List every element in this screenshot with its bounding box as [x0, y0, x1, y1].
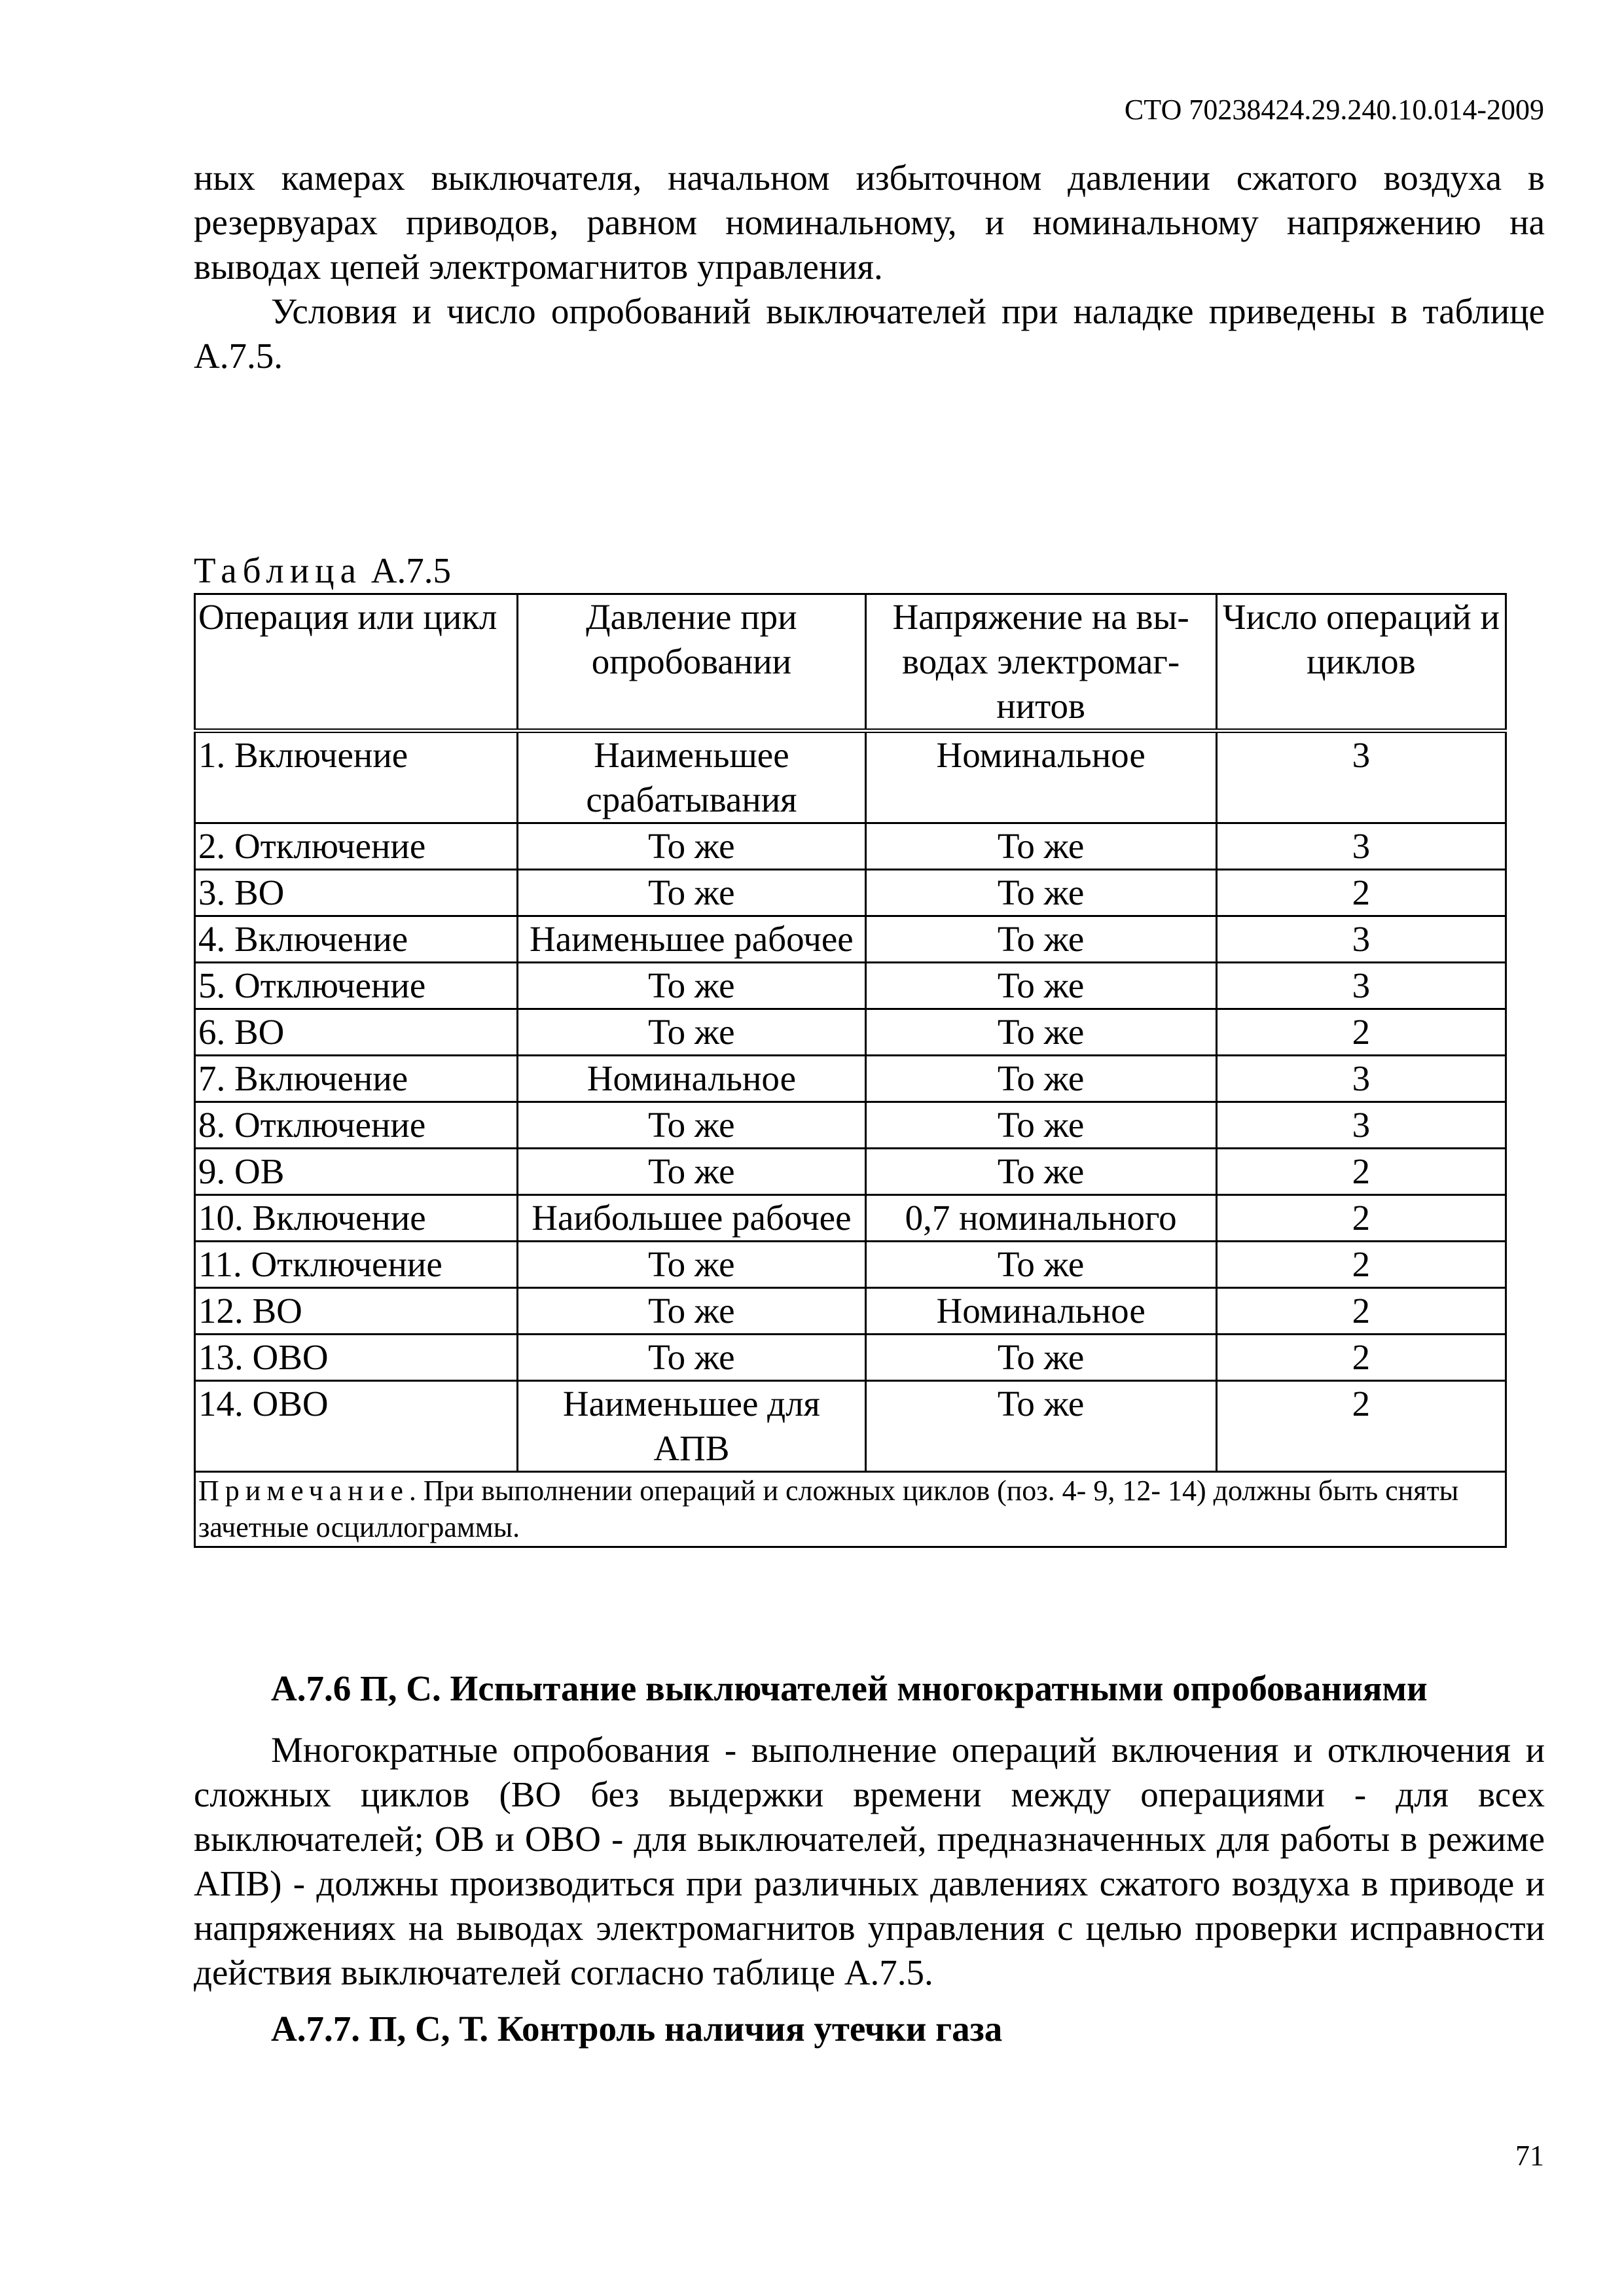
table-cell-pressure: Наименьшее срабатывания	[518, 731, 865, 823]
table-cell-operation: 6. ВО	[195, 1009, 518, 1056]
column-header-operation: Операция или цикл	[195, 594, 518, 731]
table-cell-pressure: Наименьшее для АПВ	[518, 1381, 865, 1472]
table-cell-pressure: То же	[518, 1149, 865, 1195]
table-note	[195, 1472, 1506, 1547]
table-cell-operation: 12. ВО	[195, 1288, 518, 1335]
table-row	[195, 1102, 1506, 1149]
intro-conditions-paragraph: Условия и число опробований выключателей при наладке приведены в таблице А.7.5.	[194, 291, 1545, 376]
table-cell-operation: 10. Включение	[195, 1195, 518, 1242]
column-header-voltage: Напряжение на выводах электромагнитов	[865, 594, 1216, 731]
table-row	[195, 963, 1506, 1009]
table-cell-operation: 7. Включение	[195, 1056, 518, 1102]
table-cell-count: 2	[1216, 1381, 1506, 1472]
document-code: СТО 70238424.29.240.10.014-2009	[1124, 94, 1544, 126]
table-cell-count: 2	[1216, 1335, 1506, 1381]
table-cell-voltage: То же	[865, 870, 1216, 916]
table-row	[195, 1009, 1506, 1056]
table-cell-count: 2	[1216, 1195, 1506, 1242]
table-cell-voltage: Номинальное	[865, 1288, 1216, 1335]
table-cell-operation: 11. Отключение	[195, 1242, 518, 1288]
table-cell-count: 3	[1216, 731, 1506, 823]
table-cell-voltage: То же	[865, 823, 1216, 870]
table-cell-voltage: То же	[865, 1335, 1216, 1381]
section-heading-a76: А.7.6 П, С. Испытание выключателей многократными опробованиями	[271, 1668, 1428, 1708]
table-caption	[194, 550, 451, 591]
table-cell-count: 3	[1216, 1102, 1506, 1149]
column-header-count: Число операций и циклов	[1216, 594, 1506, 731]
table-cell-operation: 3. ВО	[195, 870, 518, 916]
intro-text	[194, 156, 1545, 378]
table-cell-count: 2	[1216, 1288, 1506, 1335]
table-row	[195, 1335, 1506, 1381]
table-cell-operation: 14. ОВО	[195, 1381, 518, 1472]
table-cell-pressure: То же	[518, 1102, 865, 1149]
table-cell-operation: 1. Включение	[195, 731, 518, 823]
table-row	[195, 1149, 1506, 1195]
table-row	[195, 870, 1506, 916]
table-cell-count: 3	[1216, 823, 1506, 870]
table-cell-operation: 4. Включение	[195, 916, 518, 963]
table-note-row	[195, 1472, 1506, 1547]
table-cell-pressure: Наименьшее рабочее	[518, 916, 865, 963]
table-cell-pressure: Наибольшее рабочее	[518, 1195, 865, 1242]
table-cell-count: 2	[1216, 870, 1506, 916]
table-cell-voltage: То же	[865, 1102, 1216, 1149]
table-cell-pressure: То же	[518, 1242, 865, 1288]
table-caption-number: А.7.5	[370, 550, 451, 590]
table-cell-operation: 2. Отключение	[195, 823, 518, 870]
operations-table	[194, 593, 1507, 1548]
table-note-text: . При выполнении операций и сложных циклов (поз. 4- 9, 12- 14) должны быть сняты зачетные осциллограммы.	[198, 1475, 1459, 1543]
table-cell-voltage: То же	[865, 1381, 1216, 1472]
table-cell-voltage: 0,7 номинального	[865, 1195, 1216, 1242]
table-row	[195, 916, 1506, 963]
table-cell-count: 3	[1216, 1056, 1506, 1102]
table-note-label: Примечание	[198, 1475, 409, 1507]
table-cell-pressure: То же	[518, 823, 865, 870]
intro-continuation-paragraph: ных камерах выключателя, начальном избыточном давлении сжатого воздуха в резервуарах приводов, равном номинальному, и номинальному напряжению на выводах цепей электромагнитов управления.	[194, 158, 1545, 287]
table-cell-operation: 13. ОВО	[195, 1335, 518, 1381]
table-cell-operation: 5. Отключение	[195, 963, 518, 1009]
table-cell-pressure: То же	[518, 870, 865, 916]
table-header-row	[195, 594, 1506, 731]
section-a76-text	[194, 1728, 1545, 1995]
table-cell-voltage: То же	[865, 916, 1216, 963]
table-cell-count: 2	[1216, 1242, 1506, 1288]
table-cell-count: 2	[1216, 1009, 1506, 1056]
table-cell-voltage: То же	[865, 963, 1216, 1009]
table-row	[195, 1288, 1506, 1335]
table-cell-pressure: То же	[518, 963, 865, 1009]
table-cell-voltage: Номинальное	[865, 731, 1216, 823]
table-cell-operation: 9. ОВ	[195, 1149, 518, 1195]
page-number: 71	[1515, 2140, 1544, 2172]
table-cell-voltage: То же	[865, 1056, 1216, 1102]
table-row	[195, 1242, 1506, 1288]
section-a76-paragraph: Многократные опробования - выполнение операций включения и отключения и сложных циклов (ВО без выдержки времени между операциями - для всех выключателей; ОВ и ОВО - для выключателей, предназначенных для работы в режиме АПВ) - должны производиться при различных давлениях сжатого воздуха в приводе и напряжениях на выводах электромагнитов управления с целью проверки исправности действия выключателей согласно таблице А.7.5.	[194, 1730, 1545, 1992]
table-row	[195, 731, 1506, 823]
table-cell-operation: 8. Отключение	[195, 1102, 518, 1149]
table-cell-pressure: То же	[518, 1288, 865, 1335]
table-cell-voltage: То же	[865, 1009, 1216, 1056]
table-cell-count: 3	[1216, 916, 1506, 963]
table-cell-count: 3	[1216, 963, 1506, 1009]
table-row	[195, 1381, 1506, 1472]
table-cell-pressure: То же	[518, 1009, 865, 1056]
table-caption-word: Таблица	[194, 550, 362, 590]
table-cell-pressure: То же	[518, 1335, 865, 1381]
table-cell-count: 2	[1216, 1149, 1506, 1195]
column-header-pressure: Давление при опробовании	[518, 594, 865, 731]
section-heading-a77: А.7.7. П, С, Т. Контроль наличия утечки газа	[271, 2009, 1003, 2049]
table-row	[195, 1195, 1506, 1242]
table-cell-pressure: Номинальное	[518, 1056, 865, 1102]
table-cell-voltage: То же	[865, 1242, 1216, 1288]
table-row	[195, 1056, 1506, 1102]
table-row	[195, 823, 1506, 870]
table-cell-voltage: То же	[865, 1149, 1216, 1195]
